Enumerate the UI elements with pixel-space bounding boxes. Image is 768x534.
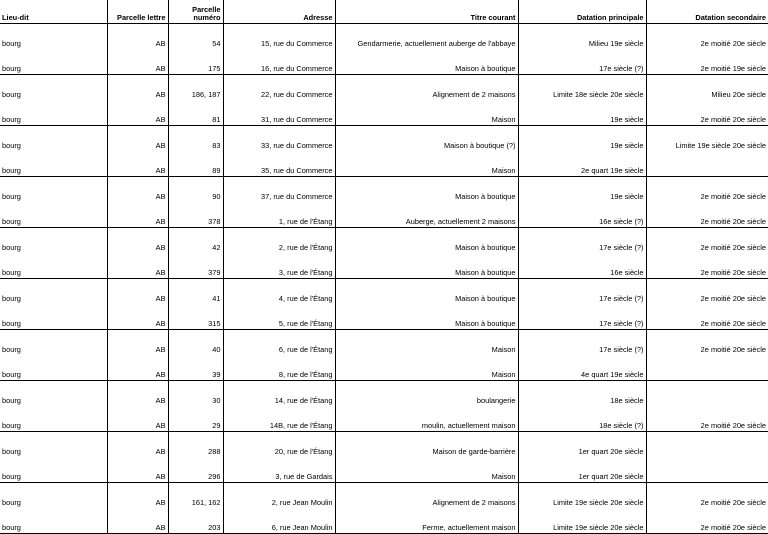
- cell-titre-courant: Maison: [335, 330, 518, 356]
- cell-datation-secondaire: 2e moitié 20e siècle: [700, 345, 766, 354]
- cell-parcelle-numero: 175: [168, 49, 223, 75]
- table-row: [0, 75, 768, 101]
- cell-lieu-dit: bourg: [0, 381, 107, 407]
- cell-datation-principale: 17e siècle (?): [518, 228, 646, 254]
- cell-parcelle-numero: 40: [168, 330, 223, 356]
- cell-lieu-dit: bourg: [0, 355, 107, 381]
- cell-titre-courant: Alignement de 2 maisons: [335, 483, 518, 509]
- cell-lieu-dit: bourg: [0, 457, 107, 483]
- cell-parcelle-lettre: AB: [107, 75, 168, 101]
- cell-parcelle-numero: 186, 187: [168, 75, 223, 101]
- cell-datation-principale: 16e siècle (?): [518, 202, 646, 228]
- header-row: [0, 0, 768, 24]
- cell-lieu-dit: bourg: [0, 279, 107, 305]
- cell-parcelle-numero: 29: [168, 406, 223, 432]
- cell-adresse: 6, rue Jean Moulin: [223, 508, 335, 534]
- cell-parcelle-numero: 39: [168, 355, 223, 381]
- cell-datation-secondaire: [646, 355, 768, 381]
- cell-lieu-dit: bourg: [0, 253, 107, 279]
- cell-datation-principale: Limite 19e siècle 20e siècle: [518, 508, 646, 534]
- cell-datation-principale: 1er quart 20e siècle: [518, 457, 646, 483]
- cell-titre-courant: Maison à boutique: [335, 253, 518, 279]
- cell-titre-courant: Auberge, actuellement 2 maisons: [335, 202, 518, 228]
- table-row: [0, 24, 768, 50]
- cell-titre-courant: Maison à boutique: [335, 304, 518, 330]
- cell-titre-courant: moulin, actuellement maison: [335, 406, 518, 432]
- cell-parcelle-lettre: AB: [107, 355, 168, 381]
- table-row: [0, 483, 768, 509]
- cell-titre-courant: Maison à boutique: [335, 49, 518, 75]
- cell-datation-principale: Milieu 19e siècle: [518, 24, 646, 50]
- cell-adresse: 3, rue de Gardais: [223, 457, 335, 483]
- cell-titre-courant: Maison à boutique: [335, 177, 518, 203]
- cell-lieu-dit: bourg: [0, 228, 107, 254]
- cell-parcelle-lettre: AB: [107, 457, 168, 483]
- cell-parcelle-lettre: AB: [107, 49, 168, 75]
- cell-datation-principale: 18e siècle: [518, 381, 646, 407]
- cell-lieu-dit: bourg: [0, 483, 107, 509]
- cell-datation-secondaire: 2e moitié 19e siècle: [646, 49, 768, 75]
- cell-datation-secondaire: Milieu 20e siècle: [711, 90, 766, 99]
- cell-titre-courant: Ferme, actuellement maison: [335, 508, 518, 534]
- cell-datation-principale: 19e siècle: [518, 177, 646, 203]
- cell-adresse: 33, rue du Commerce: [223, 126, 335, 152]
- cell-adresse: 15, rue du Commerce: [223, 24, 335, 50]
- table-row: [0, 126, 768, 152]
- cell-datation-principale: 19e siècle: [518, 126, 646, 152]
- cell-datation-principale: Limite 19e siècle 20e siècle: [518, 483, 646, 509]
- cell-datation-secondaire: 2e moitié 20e siècle: [646, 304, 768, 330]
- table-row: [0, 355, 768, 381]
- table-row: [0, 253, 768, 279]
- cell-titre-courant: Maison: [335, 151, 518, 177]
- cell-titre-courant: boulangerie: [335, 381, 518, 407]
- cell-datation-secondaire: 2e moitié 20e siècle: [646, 100, 768, 126]
- cell-lieu-dit: bourg: [0, 177, 107, 203]
- cell-parcelle-numero: 81: [168, 100, 223, 126]
- cell-datation-secondaire: 2e moitié 20e siècle: [700, 192, 766, 201]
- cell-adresse: 1, rue de l'Étang: [223, 202, 335, 228]
- cell-lieu-dit: bourg: [0, 330, 107, 356]
- cell-titre-courant: Maison à boutique: [335, 279, 518, 305]
- table-row: [0, 432, 768, 458]
- cell-parcelle-lettre: AB: [107, 24, 168, 50]
- cell-lieu-dit: bourg: [0, 508, 107, 534]
- cell-parcelle-lettre: AB: [107, 126, 168, 152]
- table-row: [0, 202, 768, 228]
- cell-datation-principale: 1er quart 20e siècle: [518, 432, 646, 458]
- cell-datation-secondaire: [646, 432, 768, 458]
- cell-titre-courant: Maison à boutique (?): [335, 126, 518, 152]
- cell-lieu-dit: bourg: [0, 126, 107, 152]
- cell-parcelle-lettre: AB: [107, 279, 168, 305]
- cell-parcelle-lettre: AB: [107, 100, 168, 126]
- cell-parcelle-numero: 90: [168, 177, 223, 203]
- table-row: [0, 508, 768, 534]
- cell-parcelle-numero: 161, 162: [168, 483, 223, 509]
- cell-parcelle-numero: 378: [168, 202, 223, 228]
- header-parcelle-lettre: Parcelle lettre: [107, 0, 168, 24]
- table-body: [0, 24, 768, 534]
- cell-adresse: 8, rue de l'Étang: [223, 355, 335, 381]
- cell-parcelle-numero: 89: [168, 151, 223, 177]
- cell-parcelle-lettre: AB: [107, 151, 168, 177]
- header-adresse: Adresse: [223, 0, 335, 24]
- cell-datation-principale: Limite 18e siècle 20e siècle: [518, 75, 646, 101]
- cell-titre-courant: Alignement de 2 maisons: [335, 75, 518, 101]
- cell-parcelle-numero: 30: [168, 381, 223, 407]
- table-row: [0, 177, 768, 203]
- cell-lieu-dit: bourg: [0, 24, 107, 50]
- cell-datation-secondaire: 2e moitié 20e siècle: [700, 243, 766, 252]
- cell-datation-principale: 18e siècle (?): [518, 406, 646, 432]
- header-parcelle-numero-line1: Parcelle: [192, 5, 221, 14]
- cell-lieu-dit: bourg: [0, 432, 107, 458]
- cell-parcelle-numero: 42: [168, 228, 223, 254]
- header-parcelle-numero-line2: numéro: [193, 13, 221, 22]
- cell-adresse: 35, rue du Commerce: [223, 151, 335, 177]
- cell-adresse: 4, rue de l'Étang: [223, 279, 335, 305]
- cell-parcelle-lettre: AB: [107, 483, 168, 509]
- cell-datation-principale: 2e quart 19e siècle: [518, 151, 646, 177]
- cell-adresse: 22, rue du Commerce: [223, 75, 335, 101]
- cell-adresse: 20, rue de l'Étang: [223, 432, 335, 458]
- cell-titre-courant: Maison à boutique: [335, 228, 518, 254]
- cell-adresse: 5, rue de l'Étang: [223, 304, 335, 330]
- cell-parcelle-lettre: AB: [107, 508, 168, 534]
- cell-adresse: 2, rue de l'Étang: [223, 228, 335, 254]
- cell-parcelle-lettre: AB: [107, 177, 168, 203]
- cell-datation-secondaire: 2e moitié 20e siècle: [646, 508, 768, 534]
- cell-titre-courant: Maison de garde-barrière: [335, 432, 518, 458]
- cell-lieu-dit: bourg: [0, 75, 107, 101]
- cell-datation-principale: 17e siècle (?): [518, 279, 646, 305]
- table-row: [0, 228, 768, 254]
- cell-datation-principale: 17e siècle (?): [518, 304, 646, 330]
- cell-parcelle-numero: 83: [168, 126, 223, 152]
- cell-datation-principale: 16e siècle: [518, 253, 646, 279]
- table-row: [0, 304, 768, 330]
- cell-datation-secondaire: [646, 151, 768, 177]
- table-row: [0, 457, 768, 483]
- cell-lieu-dit: bourg: [0, 202, 107, 228]
- cell-datation-principale: 19e siècle: [518, 100, 646, 126]
- cell-datation-secondaire: 2e moitié 20e siècle: [700, 39, 766, 48]
- cell-parcelle-lettre: AB: [107, 381, 168, 407]
- cell-parcelle-numero: 41: [168, 279, 223, 305]
- cell-datation-secondaire: 2e moitié 20e siècle: [646, 202, 768, 228]
- cell-lieu-dit: bourg: [0, 406, 107, 432]
- cell-parcelle-lettre: AB: [107, 228, 168, 254]
- cell-titre-courant: Maison: [335, 457, 518, 483]
- cell-adresse: 14B, rue de l'Étang: [223, 406, 335, 432]
- cell-titre-courant: Maison: [335, 355, 518, 381]
- header-parcelle-numero: [168, 0, 223, 24]
- cell-parcelle-numero: 54: [168, 24, 223, 50]
- cell-parcelle-lettre: AB: [107, 253, 168, 279]
- cell-parcelle-lettre: AB: [107, 432, 168, 458]
- cell-datation-secondaire: 2e moitié 20e siècle: [700, 498, 766, 507]
- table-row: [0, 279, 768, 305]
- cell-parcelle-lettre: AB: [107, 330, 168, 356]
- cell-adresse: 6, rue de l'Étang: [223, 330, 335, 356]
- header-datation-secondaire: Datation secondaire: [646, 0, 768, 24]
- cell-parcelle-lettre: AB: [107, 304, 168, 330]
- cell-titre-courant: Gendarmerie, actuellement auberge de l'abbaye: [335, 24, 518, 50]
- cell-parcelle-numero: 379: [168, 253, 223, 279]
- cell-datation-principale: 4e quart 19e siècle: [518, 355, 646, 381]
- cell-datation-principale: 17e siècle (?): [518, 330, 646, 356]
- cell-datation-secondaire: Limite 19e siècle 20e siècle: [675, 141, 766, 150]
- cell-adresse: 31, rue du Commerce: [223, 100, 335, 126]
- table-row: [0, 381, 768, 407]
- cell-datation-secondaire: 2e moitié 20e siècle: [646, 406, 768, 432]
- cell-adresse: 16, rue du Commerce: [223, 49, 335, 75]
- header-datation-principale: Datation principale: [518, 0, 646, 24]
- table-row: [0, 406, 768, 432]
- table-row: [0, 151, 768, 177]
- cell-datation-principale: 17e siècle (?): [518, 49, 646, 75]
- cell-adresse: 37, rue du Commerce: [223, 177, 335, 203]
- cell-datation-secondaire: [646, 457, 768, 483]
- header-lieu-dit: Lieu-dit: [0, 0, 107, 24]
- cell-titre-courant: Maison: [335, 100, 518, 126]
- cell-lieu-dit: bourg: [0, 100, 107, 126]
- cell-lieu-dit: bourg: [0, 49, 107, 75]
- table-row: [0, 49, 768, 75]
- cell-adresse: 2, rue Jean Moulin: [223, 483, 335, 509]
- table-row: [0, 330, 768, 356]
- cell-parcelle-numero: 296: [168, 457, 223, 483]
- header-titre-courant: Titre courant: [335, 0, 518, 24]
- cell-parcelle-numero: 315: [168, 304, 223, 330]
- cell-adresse: 14, rue de l'Étang: [223, 381, 335, 407]
- table-row: [0, 100, 768, 126]
- cell-datation-secondaire: 2e moitié 20e siècle: [646, 253, 768, 279]
- cell-parcelle-lettre: AB: [107, 202, 168, 228]
- cell-lieu-dit: bourg: [0, 151, 107, 177]
- cell-parcelle-numero: 288: [168, 432, 223, 458]
- cell-parcelle-numero: 203: [168, 508, 223, 534]
- cell-adresse: 3, rue de l'Étang: [223, 253, 335, 279]
- cell-parcelle-lettre: AB: [107, 406, 168, 432]
- cell-datation-secondaire: 2e moitié 20e siècle: [700, 294, 766, 303]
- cell-lieu-dit: bourg: [0, 304, 107, 330]
- cell-datation-secondaire: [646, 381, 768, 407]
